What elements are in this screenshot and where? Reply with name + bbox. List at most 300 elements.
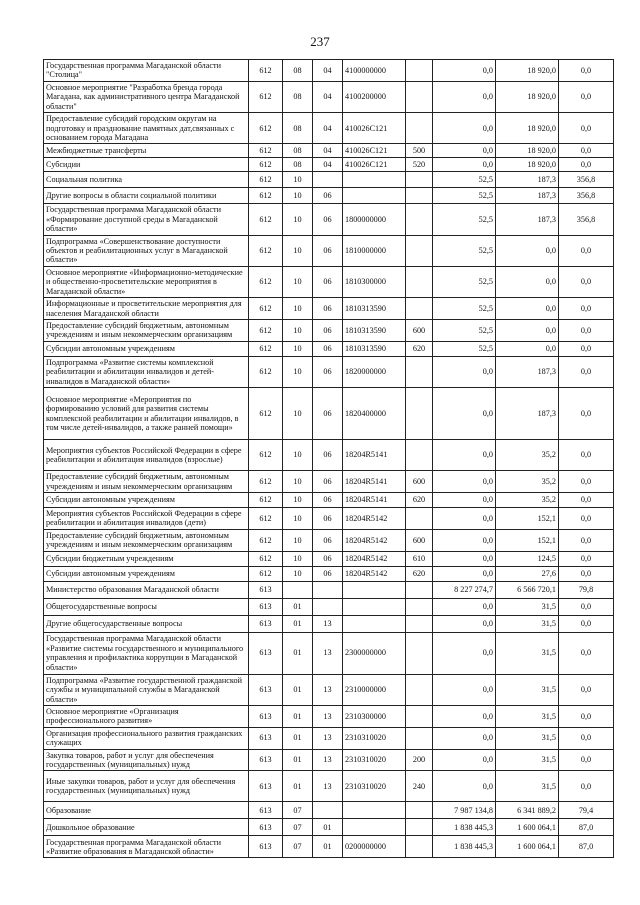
row-percent: 0,0 xyxy=(559,771,614,802)
row-target-article: 18204R5142 xyxy=(343,566,406,581)
row-expense-type xyxy=(406,674,433,705)
row-name: Другие вопросы в области социальной политики xyxy=(44,188,249,204)
row-target-article: 2310310020 xyxy=(343,749,406,771)
row-percent: 0,0 xyxy=(559,507,614,529)
row-expense-type: 200 xyxy=(406,749,433,771)
row-amount-executed: 31,5 xyxy=(496,727,559,749)
table-row xyxy=(44,598,614,615)
row-subsection: 06 xyxy=(313,440,343,471)
row-section: 10 xyxy=(283,172,313,188)
row-ministry-code: 612 xyxy=(249,388,283,440)
row-expense-type xyxy=(406,188,433,204)
table-row xyxy=(44,235,614,266)
row-target-article: 18204R5141 xyxy=(343,471,406,493)
row-percent: 0,0 xyxy=(559,529,614,551)
row-subsection: 06 xyxy=(313,492,343,507)
row-target-article: 1820000000 xyxy=(343,356,406,387)
row-percent: 0,0 xyxy=(559,598,614,615)
row-percent: 0,0 xyxy=(559,727,614,749)
row-amount-planned: 8 227 274,7 xyxy=(433,581,496,598)
row-expense-type: 520 xyxy=(406,158,433,172)
row-ministry-code: 612 xyxy=(249,341,283,356)
row-target-article: 18204R5142 xyxy=(343,551,406,566)
row-amount-executed: 187,3 xyxy=(496,204,559,235)
row-amount-planned: 0,0 xyxy=(433,674,496,705)
row-target-article: 18204R5142 xyxy=(343,529,406,551)
row-target-article xyxy=(343,615,406,632)
row-ministry-code: 613 xyxy=(249,749,283,771)
row-target-article: 1820400000 xyxy=(343,388,406,440)
row-amount-executed: 31,5 xyxy=(496,749,559,771)
row-amount-executed: 35,2 xyxy=(496,492,559,507)
row-target-article xyxy=(343,581,406,598)
row-target-article: 410026С121 xyxy=(343,144,406,158)
row-section: 01 xyxy=(283,705,313,727)
row-subsection: 06 xyxy=(313,341,343,356)
row-subsection: 13 xyxy=(313,705,343,727)
row-percent: 0,0 xyxy=(559,266,614,297)
row-amount-executed: 0,0 xyxy=(496,235,559,266)
row-target-article: 410026С121 xyxy=(343,113,406,144)
row-percent: 356,8 xyxy=(559,204,614,235)
row-amount-executed: 187,3 xyxy=(496,172,559,188)
row-section: 01 xyxy=(283,615,313,632)
row-amount-executed: 31,5 xyxy=(496,632,559,674)
row-name: Информационные и просветительские мероприятия для населения Магаданской области xyxy=(44,298,249,320)
table-row xyxy=(44,440,614,471)
row-name: Мероприятия субъектов Российской Федерации в сфере реабилитации и абилитация инвалидов (взрослые) xyxy=(44,440,249,471)
row-ministry-code: 612 xyxy=(249,471,283,493)
row-name: Образование xyxy=(44,802,249,819)
table-row xyxy=(44,471,614,493)
table-row xyxy=(44,356,614,387)
row-ministry-code: 612 xyxy=(249,266,283,297)
row-ministry-code: 613 xyxy=(249,674,283,705)
row-percent: 0,0 xyxy=(559,81,614,112)
row-section: 10 xyxy=(283,266,313,297)
row-name: Основное мероприятие "Разработка бренда города Магадана, как административного центра Магаданской области" xyxy=(44,81,249,112)
row-section: 01 xyxy=(283,749,313,771)
row-section: 10 xyxy=(283,566,313,581)
row-expense-type: 240 xyxy=(406,771,433,802)
row-name: Подпрограмма «Развитие государственной гражданской службы и муниципальной службы в Магаданской области» xyxy=(44,674,249,705)
row-amount-executed: 31,5 xyxy=(496,705,559,727)
row-ministry-code: 613 xyxy=(249,819,283,836)
row-amount-executed: 18 920,0 xyxy=(496,144,559,158)
row-percent: 356,8 xyxy=(559,188,614,204)
row-subsection: 06 xyxy=(313,235,343,266)
row-amount-planned: 0,0 xyxy=(433,566,496,581)
row-name: Дошкольное образование xyxy=(44,819,249,836)
row-section: 10 xyxy=(283,341,313,356)
table-row xyxy=(44,81,614,112)
row-subsection: 01 xyxy=(313,819,343,836)
row-amount-executed: 31,5 xyxy=(496,771,559,802)
row-section: 07 xyxy=(283,819,313,836)
row-amount-planned: 0,0 xyxy=(433,471,496,493)
budget-table-body xyxy=(44,60,614,858)
row-amount-executed: 18 920,0 xyxy=(496,113,559,144)
row-ministry-code: 612 xyxy=(249,566,283,581)
row-amount-executed: 187,3 xyxy=(496,188,559,204)
row-ministry-code: 613 xyxy=(249,581,283,598)
row-target-article: 2310300000 xyxy=(343,705,406,727)
row-subsection: 06 xyxy=(313,320,343,342)
row-target-article xyxy=(343,172,406,188)
row-amount-planned: 52,5 xyxy=(433,188,496,204)
row-amount-executed: 6 341 889,2 xyxy=(496,802,559,819)
row-subsection: 06 xyxy=(313,529,343,551)
row-target-article xyxy=(343,802,406,819)
table-row xyxy=(44,341,614,356)
row-percent: 79,8 xyxy=(559,581,614,598)
row-amount-planned: 0,0 xyxy=(433,492,496,507)
row-percent: 0,0 xyxy=(559,158,614,172)
row-section: 01 xyxy=(283,727,313,749)
row-expense-type: 620 xyxy=(406,566,433,581)
row-expense-type: 610 xyxy=(406,551,433,566)
row-subsection: 06 xyxy=(313,298,343,320)
row-name: Закупка товаров, работ и услуг для обеспечения государственных (муниципальных) нужд xyxy=(44,749,249,771)
row-section: 07 xyxy=(283,802,313,819)
row-expense-type: 620 xyxy=(406,492,433,507)
row-subsection: 01 xyxy=(313,836,343,858)
row-expense-type: 600 xyxy=(406,529,433,551)
table-row xyxy=(44,492,614,507)
row-section: 08 xyxy=(283,113,313,144)
row-expense-type: 600 xyxy=(406,320,433,342)
table-row xyxy=(44,266,614,297)
row-target-article: 2310310020 xyxy=(343,727,406,749)
row-name: Подпрограмма «Развитие системы комплексной реабилитации и абилитации инвалидов и детей-инвалидов в Магаданской области» xyxy=(44,356,249,387)
row-section: 10 xyxy=(283,298,313,320)
row-amount-executed: 31,5 xyxy=(496,598,559,615)
row-name: Предоставление субсидий бюджетным, автономным учреждениям и иным некоммерческим организациям xyxy=(44,320,249,342)
row-ministry-code: 612 xyxy=(249,356,283,387)
row-amount-planned: 0,0 xyxy=(433,771,496,802)
row-section: 10 xyxy=(283,204,313,235)
row-amount-executed: 18 920,0 xyxy=(496,158,559,172)
row-expense-type xyxy=(406,60,433,82)
row-expense-type xyxy=(406,615,433,632)
row-amount-executed: 187,3 xyxy=(496,388,559,440)
row-section: 10 xyxy=(283,507,313,529)
row-name: Основное мероприятие «Организация профессионального развития» xyxy=(44,705,249,727)
row-target-article: 1810313590 xyxy=(343,341,406,356)
table-row xyxy=(44,836,614,858)
row-expense-type xyxy=(406,727,433,749)
row-section: 08 xyxy=(283,158,313,172)
table-row xyxy=(44,749,614,771)
row-percent: 0,0 xyxy=(559,235,614,266)
row-section: 10 xyxy=(283,388,313,440)
row-expense-type xyxy=(406,356,433,387)
row-ministry-code: 612 xyxy=(249,492,283,507)
row-amount-planned: 52,5 xyxy=(433,235,496,266)
row-percent: 0,0 xyxy=(559,674,614,705)
row-subsection: 13 xyxy=(313,632,343,674)
row-expense-type xyxy=(406,836,433,858)
row-percent: 0,0 xyxy=(559,749,614,771)
table-row xyxy=(44,819,614,836)
table-row xyxy=(44,158,614,172)
row-name: Субсидии автономным учреждениям xyxy=(44,341,249,356)
row-name: Основное мероприятие «Мероприятия по формированию условий для развития системы комплексной реабилитации и абилитации инвалидов, в том числе детей-инвалидов, а также ранней помощи» xyxy=(44,388,249,440)
row-expense-type xyxy=(406,440,433,471)
row-amount-executed: 35,2 xyxy=(496,440,559,471)
table-row xyxy=(44,507,614,529)
row-subsection xyxy=(313,598,343,615)
row-amount-planned: 52,5 xyxy=(433,204,496,235)
row-name: Предоставление субсидий бюджетным, автономным учреждениям и иным некоммерческим организациям xyxy=(44,529,249,551)
row-percent: 0,0 xyxy=(559,356,614,387)
row-amount-planned: 0,0 xyxy=(433,158,496,172)
row-ministry-code: 612 xyxy=(249,172,283,188)
row-ministry-code: 613 xyxy=(249,598,283,615)
table-row xyxy=(44,727,614,749)
row-name: Субсидии автономным учреждениям xyxy=(44,566,249,581)
row-amount-executed: 124,5 xyxy=(496,551,559,566)
row-name: Государственная программа Магаданской области «Формирование доступной среды в Магаданской области» xyxy=(44,204,249,235)
row-percent: 0,0 xyxy=(559,341,614,356)
row-expense-type: 620 xyxy=(406,341,433,356)
row-subsection: 13 xyxy=(313,727,343,749)
row-ministry-code: 612 xyxy=(249,60,283,82)
row-expense-type xyxy=(406,388,433,440)
table-row xyxy=(44,204,614,235)
row-amount-planned: 0,0 xyxy=(433,440,496,471)
row-section xyxy=(283,581,313,598)
row-amount-planned: 0,0 xyxy=(433,727,496,749)
row-expense-type: 600 xyxy=(406,471,433,493)
row-expense-type xyxy=(406,581,433,598)
row-amount-planned: 52,5 xyxy=(433,172,496,188)
row-section: 10 xyxy=(283,440,313,471)
budget-table xyxy=(43,59,614,858)
table-row xyxy=(44,581,614,598)
row-ministry-code: 612 xyxy=(249,144,283,158)
row-expense-type xyxy=(406,819,433,836)
row-name: Другие общегосударственные вопросы xyxy=(44,615,249,632)
row-ministry-code: 613 xyxy=(249,836,283,858)
row-expense-type xyxy=(406,235,433,266)
row-percent: 87,0 xyxy=(559,819,614,836)
row-subsection: 06 xyxy=(313,356,343,387)
row-name: Подпрограмма «Совершенствование доступности объектов и реабилитационных услуг в Магаданской области» xyxy=(44,235,249,266)
page-number: 237 xyxy=(310,34,330,49)
row-amount-executed: 18 920,0 xyxy=(496,60,559,82)
row-amount-planned: 0,0 xyxy=(433,749,496,771)
row-target-article: 0200000000 xyxy=(343,836,406,858)
row-section: 08 xyxy=(283,81,313,112)
row-percent: 0,0 xyxy=(559,298,614,320)
row-subsection: 06 xyxy=(313,204,343,235)
row-target-article: 1800000000 xyxy=(343,204,406,235)
row-target-article: 4100200000 xyxy=(343,81,406,112)
row-percent: 0,0 xyxy=(559,388,614,440)
row-section: 10 xyxy=(283,235,313,266)
row-subsection xyxy=(313,172,343,188)
row-target-article: 18204R5141 xyxy=(343,492,406,507)
row-percent: 0,0 xyxy=(559,144,614,158)
row-subsection: 13 xyxy=(313,771,343,802)
row-expense-type xyxy=(406,81,433,112)
row-amount-executed: 0,0 xyxy=(496,320,559,342)
row-expense-type xyxy=(406,172,433,188)
row-name: Государственная программа Магаданской области "Столица" xyxy=(44,60,249,82)
row-amount-executed: 31,5 xyxy=(496,615,559,632)
row-ministry-code: 612 xyxy=(249,113,283,144)
row-ministry-code: 613 xyxy=(249,705,283,727)
row-ministry-code: 612 xyxy=(249,204,283,235)
row-ministry-code: 612 xyxy=(249,529,283,551)
table-row xyxy=(44,551,614,566)
row-name: Мероприятия субъектов Российской Федерации в сфере реабилитации и абилитация инвалидов (дети) xyxy=(44,507,249,529)
row-name: Межбюджетные трансферты xyxy=(44,144,249,158)
row-amount-planned: 0,0 xyxy=(433,551,496,566)
row-ministry-code: 613 xyxy=(249,802,283,819)
row-name: Предоставление субсидий бюджетным, автономным учреждениям и иным некоммерческим организациям xyxy=(44,471,249,493)
row-name: Основное мероприятие «Информационно-методические и общественно-просветительские мероприятия в Магаданской области» xyxy=(44,266,249,297)
table-row xyxy=(44,615,614,632)
row-section: 10 xyxy=(283,471,313,493)
row-amount-planned: 0,0 xyxy=(433,632,496,674)
table-row xyxy=(44,674,614,705)
row-amount-executed: 0,0 xyxy=(496,266,559,297)
row-percent: 0,0 xyxy=(559,566,614,581)
row-subsection: 06 xyxy=(313,188,343,204)
table-row xyxy=(44,60,614,82)
row-name: Субсидии бюджетным учреждениям xyxy=(44,551,249,566)
row-amount-executed: 18 920,0 xyxy=(496,81,559,112)
row-amount-planned: 0,0 xyxy=(433,113,496,144)
row-amount-planned: 0,0 xyxy=(433,507,496,529)
table-row xyxy=(44,705,614,727)
row-subsection: 06 xyxy=(313,551,343,566)
row-subsection: 13 xyxy=(313,674,343,705)
row-subsection: 04 xyxy=(313,158,343,172)
row-expense-type: 500 xyxy=(406,144,433,158)
row-target-article: 2310310020 xyxy=(343,771,406,802)
row-expense-type xyxy=(406,598,433,615)
row-target-article: 2310000000 xyxy=(343,674,406,705)
row-amount-planned: 52,5 xyxy=(433,266,496,297)
row-target-article: 4100000000 xyxy=(343,60,406,82)
row-amount-planned: 0,0 xyxy=(433,615,496,632)
row-ministry-code: 612 xyxy=(249,320,283,342)
row-target-article: 1810300000 xyxy=(343,266,406,297)
row-amount-planned: 0,0 xyxy=(433,81,496,112)
row-subsection: 13 xyxy=(313,749,343,771)
row-ministry-code: 612 xyxy=(249,235,283,266)
row-percent: 0,0 xyxy=(559,632,614,674)
table-row xyxy=(44,172,614,188)
row-subsection: 04 xyxy=(313,81,343,112)
row-section: 10 xyxy=(283,529,313,551)
row-subsection xyxy=(313,581,343,598)
row-name: Общегосударственные вопросы xyxy=(44,598,249,615)
row-name: Министерство образования Магаданской области xyxy=(44,581,249,598)
row-ministry-code: 613 xyxy=(249,632,283,674)
row-name: Субсидии xyxy=(44,158,249,172)
row-ministry-code: 613 xyxy=(249,615,283,632)
row-expense-type xyxy=(406,632,433,674)
row-ministry-code: 612 xyxy=(249,440,283,471)
row-amount-executed: 152,1 xyxy=(496,507,559,529)
row-amount-planned: 0,0 xyxy=(433,60,496,82)
row-percent: 0,0 xyxy=(559,471,614,493)
row-subsection: 06 xyxy=(313,471,343,493)
row-amount-planned: 52,5 xyxy=(433,341,496,356)
row-subsection: 04 xyxy=(313,113,343,144)
row-target-article xyxy=(343,819,406,836)
row-target-article: 1810000000 xyxy=(343,235,406,266)
row-name: Иные закупки товаров, работ и услуг для обеспечения государственных (муниципальных) нужд xyxy=(44,771,249,802)
row-section: 01 xyxy=(283,598,313,615)
row-percent: 0,0 xyxy=(559,113,614,144)
row-expense-type xyxy=(406,266,433,297)
table-row xyxy=(44,802,614,819)
row-ministry-code: 613 xyxy=(249,771,283,802)
row-subsection: 13 xyxy=(313,615,343,632)
row-percent: 0,0 xyxy=(559,705,614,727)
row-name: Предоставление субсидий городским округам на подготовку и празднование памятных дат,связанных с основанием города Магадана xyxy=(44,113,249,144)
row-section: 01 xyxy=(283,771,313,802)
table-row xyxy=(44,320,614,342)
row-target-article: 1810313590 xyxy=(343,298,406,320)
row-target-article: 2300000000 xyxy=(343,632,406,674)
row-ministry-code: 612 xyxy=(249,158,283,172)
row-section: 08 xyxy=(283,144,313,158)
row-amount-executed: 0,0 xyxy=(496,341,559,356)
row-amount-planned: 1 838 445,3 xyxy=(433,819,496,836)
row-ministry-code: 612 xyxy=(249,81,283,112)
row-ministry-code: 613 xyxy=(249,727,283,749)
row-subsection xyxy=(313,802,343,819)
row-ministry-code: 612 xyxy=(249,507,283,529)
row-percent: 0,0 xyxy=(559,440,614,471)
row-amount-planned: 0,0 xyxy=(433,388,496,440)
table-row xyxy=(44,298,614,320)
row-ministry-code: 612 xyxy=(249,188,283,204)
row-target-article: 1810313590 xyxy=(343,320,406,342)
row-amount-executed: 6 566 720,1 xyxy=(496,581,559,598)
row-expense-type xyxy=(406,802,433,819)
row-subsection: 06 xyxy=(313,507,343,529)
row-name: Субсидии автономным учреждениям xyxy=(44,492,249,507)
table-row xyxy=(44,388,614,440)
row-ministry-code: 612 xyxy=(249,298,283,320)
row-percent: 0,0 xyxy=(559,492,614,507)
row-name: Социальная политика xyxy=(44,172,249,188)
row-section: 10 xyxy=(283,356,313,387)
row-amount-planned: 0,0 xyxy=(433,598,496,615)
row-name: Государственная программа Магаданской области «Развитие образования в Магаданской области» xyxy=(44,836,249,858)
row-percent: 79,4 xyxy=(559,802,614,819)
row-amount-planned: 1 838 445,3 xyxy=(433,836,496,858)
row-name: Государственная программа Магаданской области «Развитие системы государственного и муниципального управления и профилактика коррупции в Магаданской области» xyxy=(44,632,249,674)
table-row xyxy=(44,632,614,674)
row-amount-executed: 1 600 064,1 xyxy=(496,819,559,836)
row-target-article: 410026С121 xyxy=(343,158,406,172)
row-percent: 356,8 xyxy=(559,172,614,188)
row-percent: 0,0 xyxy=(559,60,614,82)
row-expense-type xyxy=(406,705,433,727)
row-section: 01 xyxy=(283,632,313,674)
row-name: Организация профессионального развития гражданских служащих xyxy=(44,727,249,749)
row-target-article: 18204R5142 xyxy=(343,507,406,529)
table-row xyxy=(44,566,614,581)
